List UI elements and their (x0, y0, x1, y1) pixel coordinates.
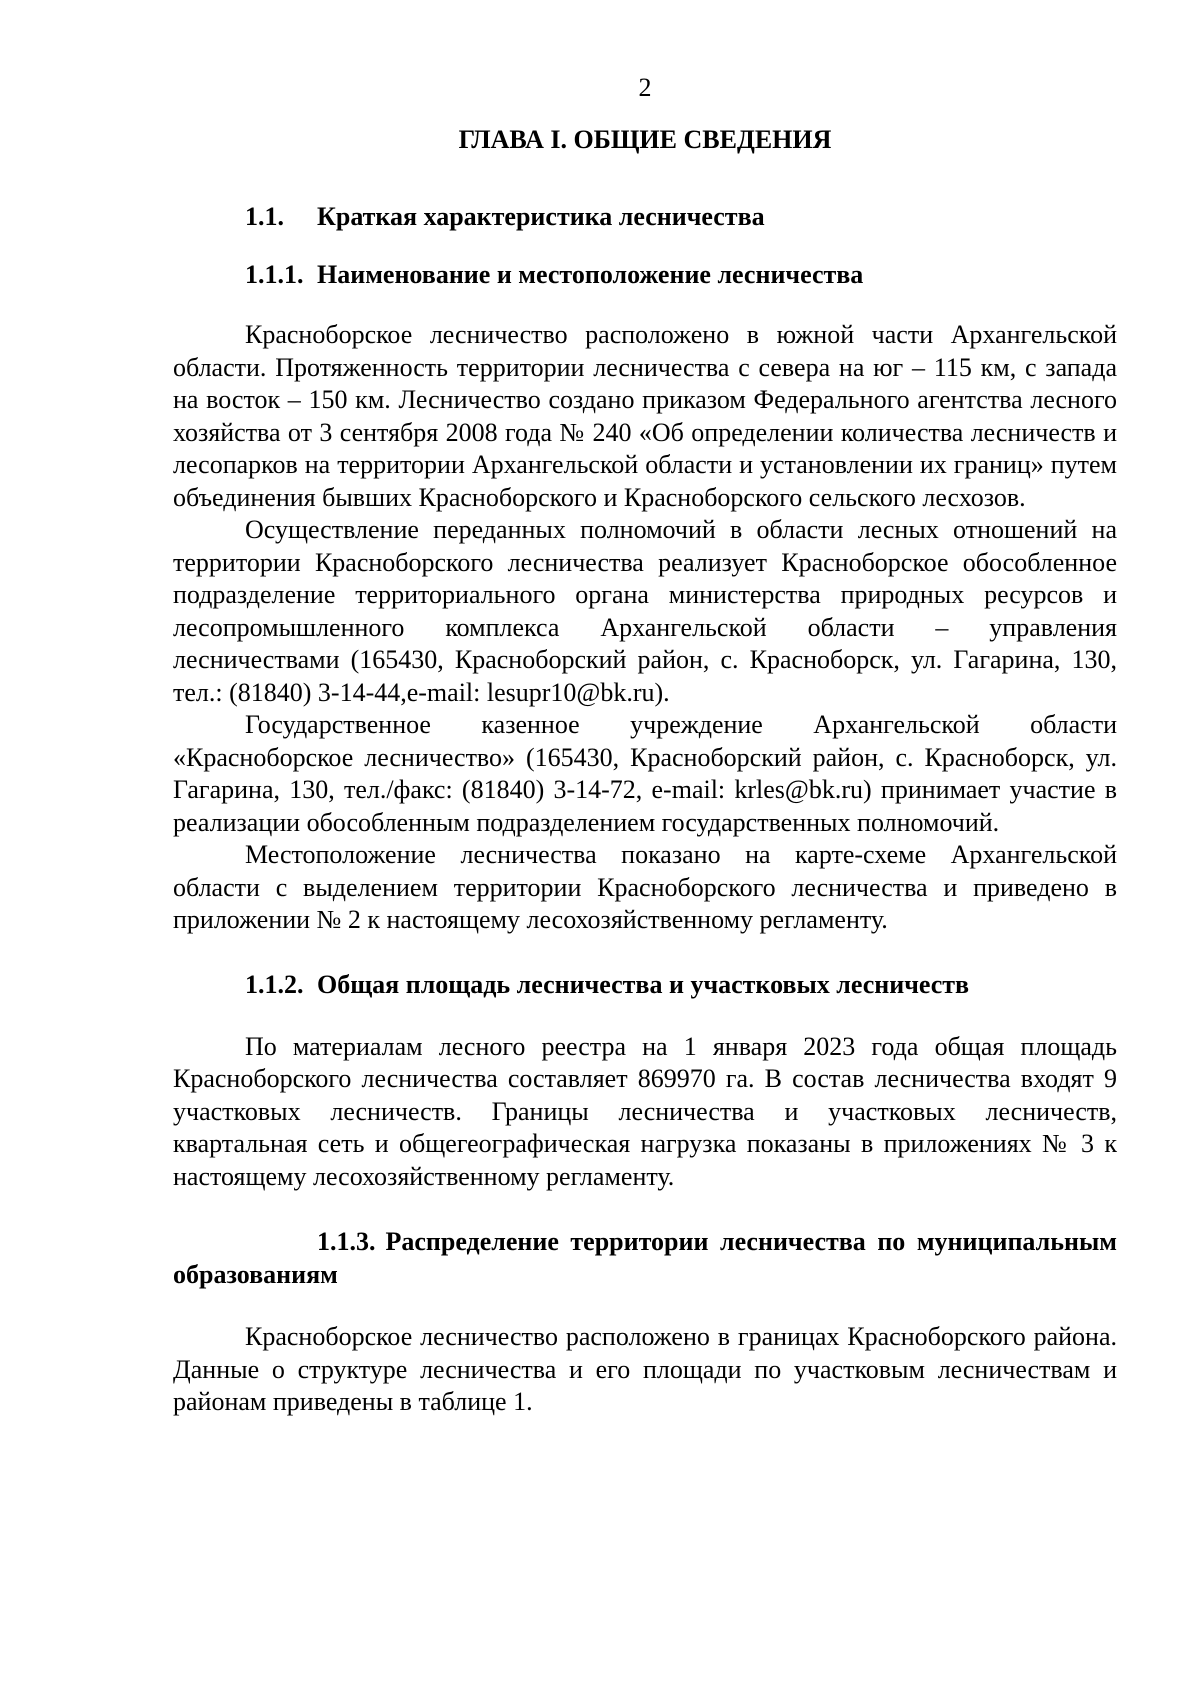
page-number: 2 (638, 73, 652, 102)
section-title: Наименование и местоположение лесничества (317, 260, 864, 289)
paragraph-distribution: Красноборское лесничество расположено в границах Красноборского района. Данные о структуре лесничества и его площади по участковым лесничествам и районам приведены в таблице 1. (173, 1322, 1117, 1416)
chapter-title: ГЛАВА I. ОБЩИЕ СВЕДЕНИЯ (458, 125, 832, 154)
paragraph-institution: Государственное казенное учреждение Архангельской области «Красноборское лесничество» (165430, Красноборский район, с. Красноборск, ул. Гагарина, 130, тел./факс: (81840) 3-14-72, e-mail: krles@bk.ru) принимает участие в реализации обособленным подразделением государственных полномочий. (173, 710, 1117, 837)
section-heading-1-1 (173, 200, 1117, 233)
section-heading-1-1-3 (173, 1225, 1117, 1291)
section-number: 1.1.2. (245, 969, 304, 999)
section-number: 1.1.3. (317, 1227, 376, 1256)
section-number: 1.1.1. (245, 260, 304, 289)
paragraph-map-reference: Местоположение лесничества показано на карте-схеме Архангельской области с выделением территории Красноборского лесничества и приведено в приложении № 2 к настоящему лесохозяйственному регламенту. (173, 840, 1117, 934)
section-heading-1-1-2 (173, 968, 1117, 1001)
section-number: 1.1. (245, 202, 284, 231)
section-title: Распределение территории лесничества по муниципальным образованиям (173, 1227, 1117, 1289)
section-heading-1-1-1 (173, 258, 1117, 291)
document-body (173, 200, 1117, 1419)
paragraph-location: Красноборское лесничество расположено в южной части Архангельской области. Протяженность территории лесничества с севера на юг – 115 км, с запада на восток – 150 км. Лесничество создано приказом Федерального агентства лесного хозяйства от 3 сентября 2008 года № 240 «Об определении количества лесничеств и лесопарков на территории Архангельской области и установлении их границ» путем объединения бывших Красноборского и Красноборского сельского лесхозов. (173, 320, 1117, 512)
section-title: Краткая характеристика лесничества (317, 202, 765, 231)
section-title: Общая площадь лесничества и участковых лесничеств (317, 969, 970, 999)
paragraph-department: Осуществление переданных полномочий в области лесных отношений на территории Красноборского лесничества реализует Красноборское обособленное подразделение территориального органа министерства природных ресурсов и лесопромышленного комплекса Архангельской области – управления лесничествами (165430, Красноборский район, с. Красноборск, ул. Гагарина, 130, тел.: (81840) 3-14-44,e-mail: lesupr10@bk.ru). (173, 515, 1117, 707)
paragraph-area: По материалам лесного реестра на 1 января 2023 года общая площадь Красноборского лесничества составляет 869970 га. В состав лесничества входят 9 участковых лесничеств. Границы лесничества и участковых лесничеств, квартальная сеть и общегеографическая нагрузка показаны в приложениях № 3 к настоящему лесохозяйственному регламенту. (173, 1031, 1117, 1191)
